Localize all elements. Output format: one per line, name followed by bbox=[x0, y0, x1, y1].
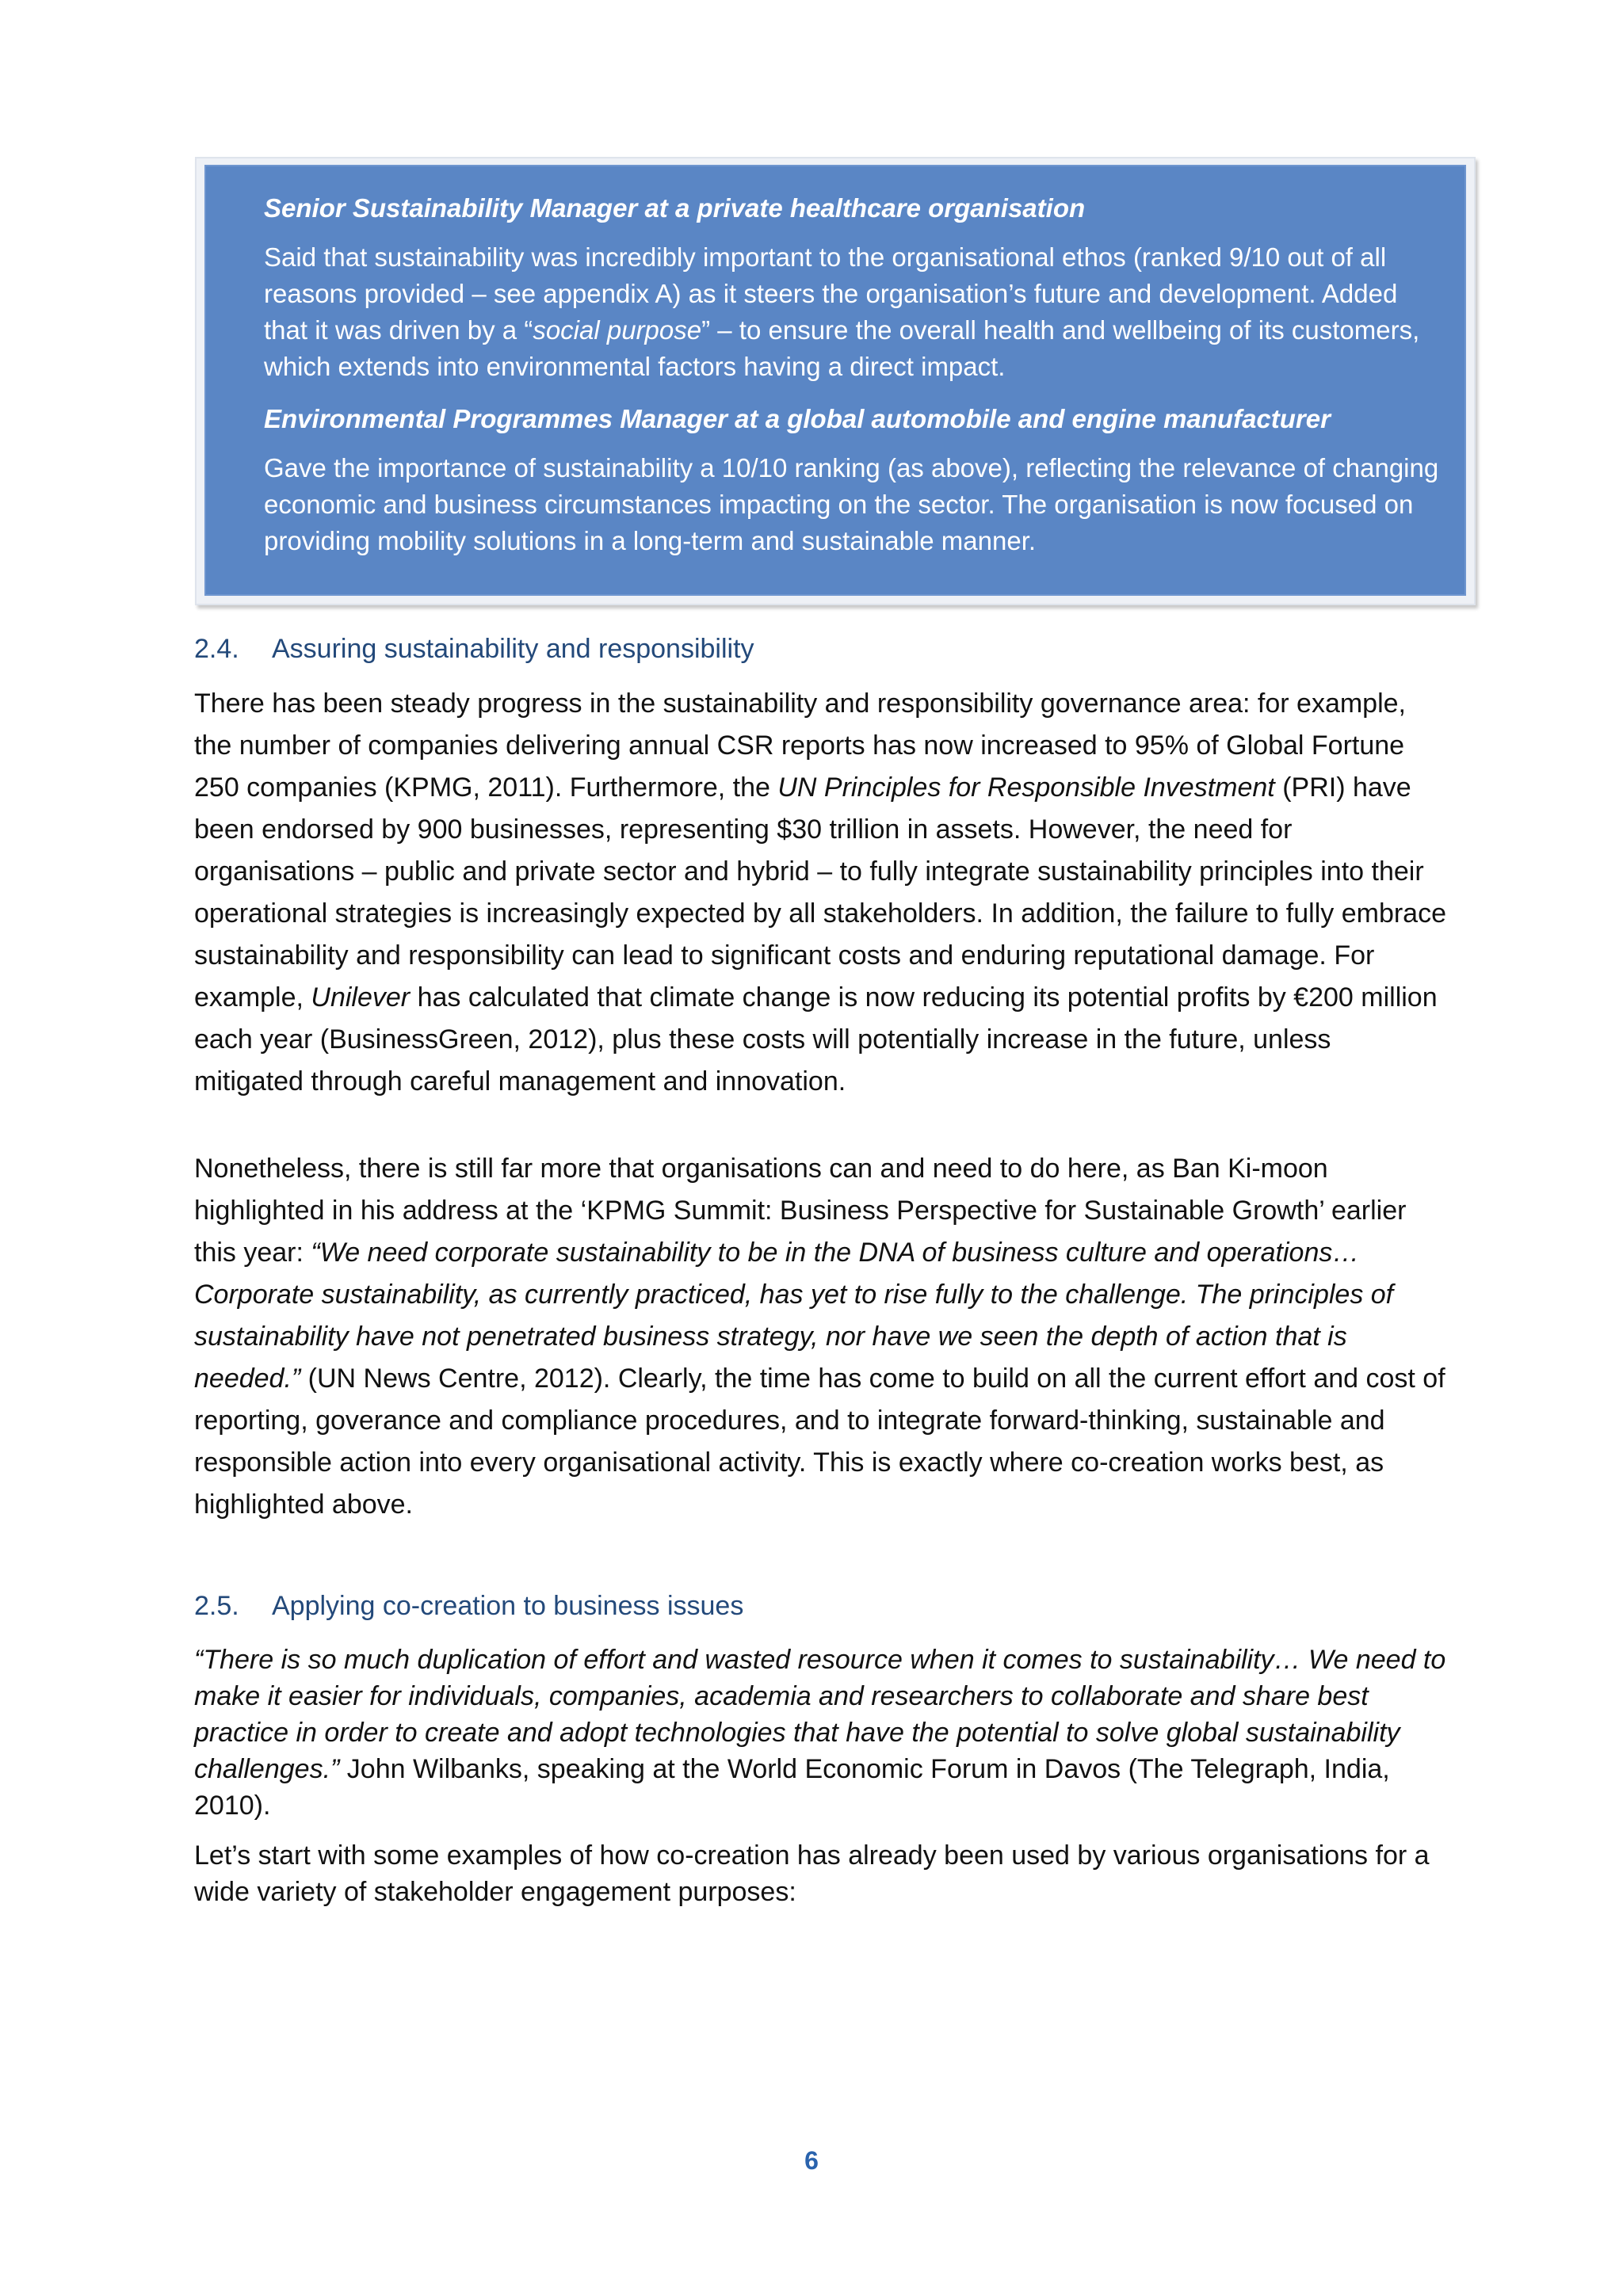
text-run-italic: Unilever bbox=[311, 982, 411, 1013]
case1-text-part: ” – to ensure the overall health and wellbeing of its customers, which extends into environmental factors having a direct impact. bbox=[264, 315, 1420, 381]
text-run: There has been steady progress in the sustainability and responsibility governance area: for example, the number of companies delivering annual CSR reports has now increased to 95% of Global Fortune 250 companies (KPMG, 2011). Furthermore, the bbox=[194, 688, 1406, 803]
quote-text: “There is so much duplication of effort and wasted resource when it comes to sustainability… We need to make it easier for individuals, companies, academia and researchers to collaborate and share best practice in order to create and adopt technologies that have the potential to solve global sustainability challenges.” bbox=[194, 1645, 1446, 1784]
section-2-5-paragraph-1: Let’s start with some examples of how co-creation has already been used by various organisations for a wide variety of stakeholder engagement purposes: bbox=[194, 1840, 1430, 1907]
wilbanks-quote bbox=[194, 1642, 1446, 1824]
text-run: has calculated that climate change is now reducing its potential profits by €200 million each year (BusinessGreen, 2012), plus these costs will potentially increase in the future, unless mitigated through careful management and innovation. bbox=[194, 982, 1438, 1097]
page-number: 6 bbox=[804, 2146, 819, 2175]
section-2-4-paragraph-1 bbox=[194, 683, 1446, 1103]
case1-title: Senior Sustainability Manager at a private healthcare organisation bbox=[264, 193, 1086, 223]
section-heading-2-5 bbox=[194, 1588, 743, 1624]
case1-text bbox=[264, 239, 1445, 385]
text-run: (PRI) have been endorsed by 900 businesses, representing $30 trillion in assets. However, the need for organisations – public and private sector and hybrid – to fully integrate sustainability principles into their operational strategies is increasingly expected by all stakeholders. In addition, the failure to fully embrace sustainability and responsibility can lead to significant costs and enduring reputational damage. For example, bbox=[194, 772, 1446, 1013]
case1-text-part: Said that sustainability was incredibly important to the organisational ethos (ranked 9/10 out of all reasons provided – see appendix A) as it steers the organisation’s future and development. Added that it was driven by a “ bbox=[264, 242, 1398, 345]
quote-attribution: John Wilbanks, speaking at the World Economic Forum in Davos (The Telegraph, India, 2010). bbox=[194, 1754, 1390, 1821]
case2-text: Gave the importance of sustainability a 10/10 ranking (as above), reflecting the relevance of changing economic and business circumstances impacting on the sector. The organisation is now focused on providing mobility solutions in a long-term and sustainable manner. bbox=[264, 453, 1439, 555]
text-run: Nonetheless, there is still far more that organisations can and need to do here, as Ban Ki-moon highlighted in his address at the ‘KPMG Summit: Business Perspective for Sustainable Growth’ earlier this year: bbox=[194, 1154, 1407, 1268]
text-run-italic: UN Principles for Responsible Investment bbox=[777, 772, 1275, 803]
section-title: Applying co-creation to business issues bbox=[272, 1591, 744, 1621]
section-heading-2-4 bbox=[194, 631, 754, 667]
text-run: (UN News Centre, 2012). Clearly, the time has come to build on all the current effort and cost of reporting, goverance and compliance procedures, and to integrate forward-thinking, sustainable and responsible action into every organisational activity. This is exactly where co-creation works best, as highlighted above. bbox=[194, 1363, 1445, 1520]
case-study-callout bbox=[195, 157, 1476, 605]
section-number: 2.4. bbox=[194, 634, 239, 664]
case1-text-emphasis: social purpose bbox=[533, 315, 702, 345]
section-title: Assuring sustainability and responsibility bbox=[272, 634, 754, 664]
section-2-4-paragraph-2 bbox=[194, 1148, 1446, 1526]
callout-panel bbox=[204, 165, 1466, 596]
section-number: 2.5. bbox=[194, 1591, 239, 1621]
ban-ki-moon-quote: “We need corporate sustainability to be in the DNA of business culture and operations… Corporate sustainability, as currently practiced, has yet to rise fully to the challenge. The principles of sustainability have not penetrated business strategy, nor have we seen the depth of action that is needed.” bbox=[194, 1238, 1394, 1394]
case2-title: Environmental Programmes Manager at a global automobile and engine manufacturer bbox=[264, 404, 1331, 433]
